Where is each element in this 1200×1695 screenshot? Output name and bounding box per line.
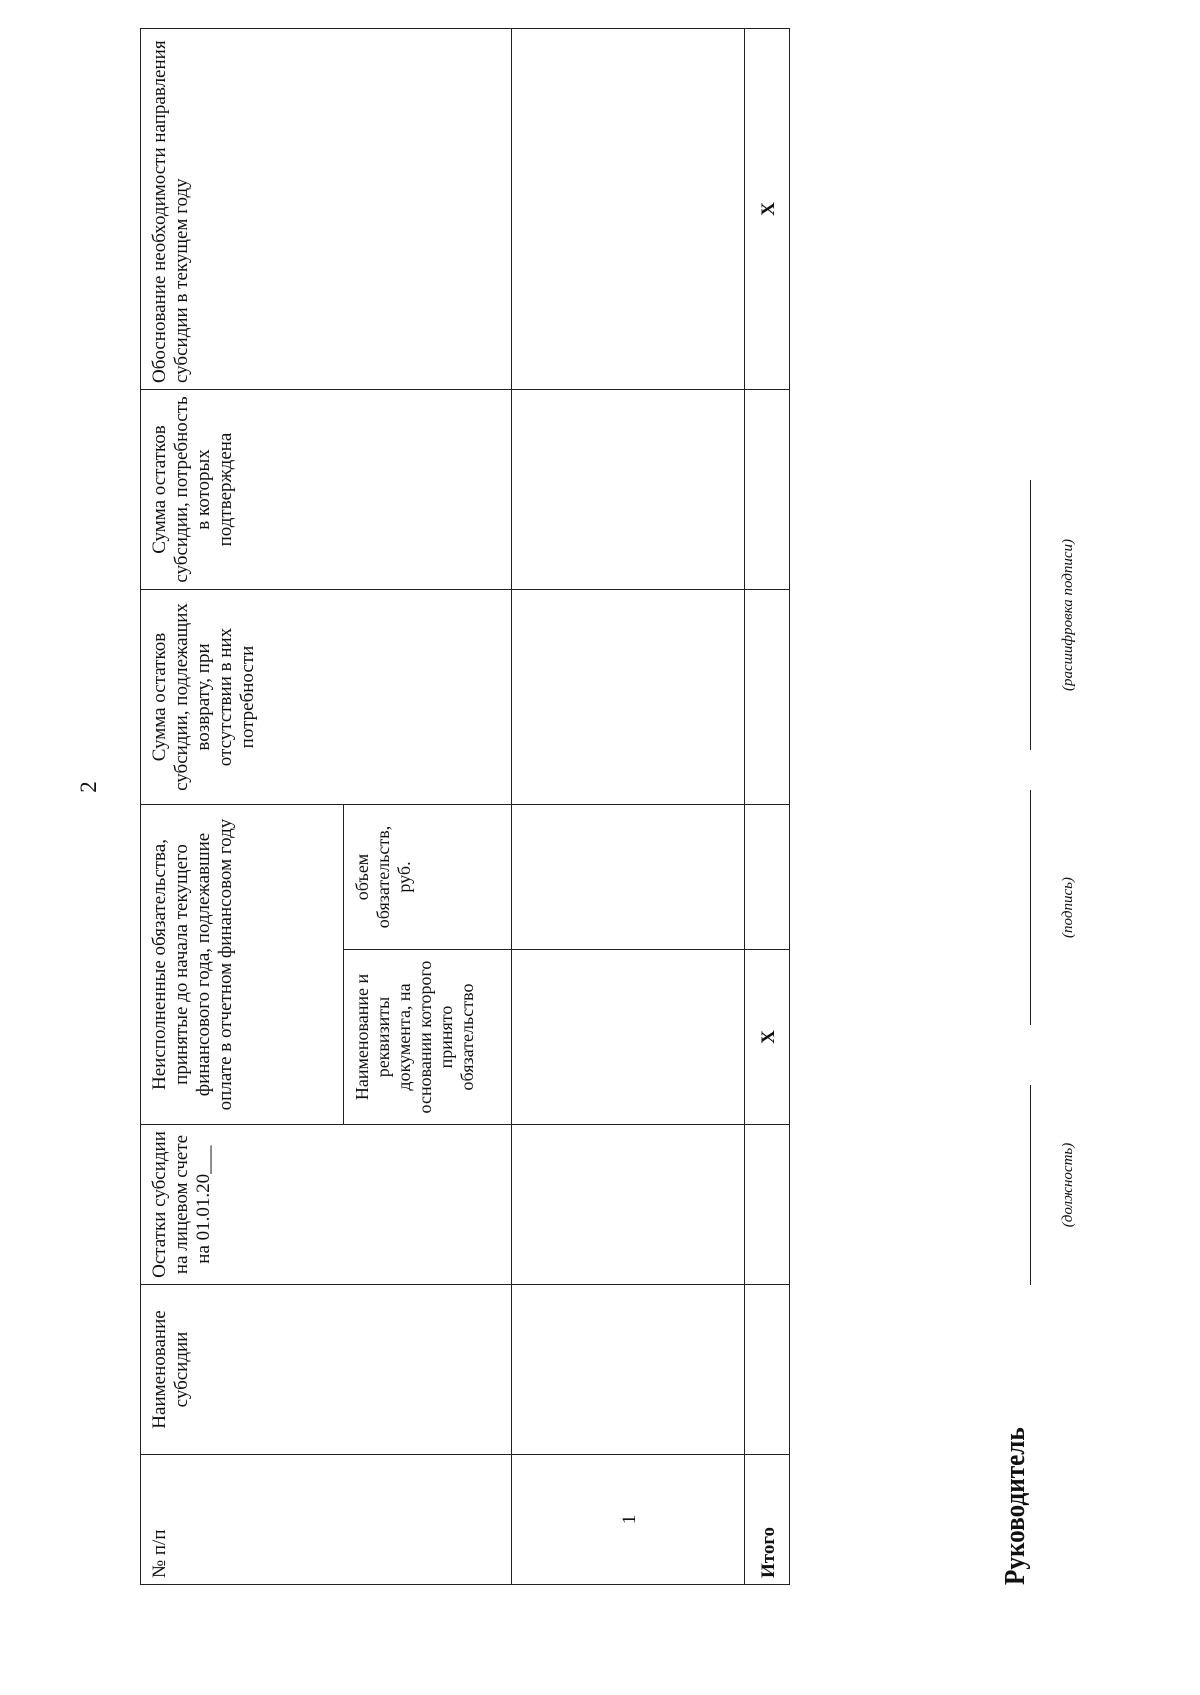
cell-balance [512, 1125, 745, 1285]
position-line [1030, 1085, 1031, 1285]
cell-amount [512, 805, 745, 950]
signature-title: Руководитель [1000, 1427, 1031, 1585]
cell-justification [512, 29, 745, 390]
page-number: 2 [76, 781, 101, 793]
header-return: Сумма остатков субсидии, подлежащих возврату, при отсутствии в них потребности [141, 590, 512, 805]
subsidy-table [140, 28, 790, 1585]
header-num: № п/п [141, 1455, 512, 1585]
cell-name [512, 1285, 745, 1455]
header-justification: Обоснование необходимости направления субсидии в текущем году [141, 29, 512, 390]
total-balance [745, 1125, 790, 1285]
signature-block [1000, 29, 1140, 1585]
decoding-line [1030, 480, 1031, 750]
total-row [745, 29, 790, 1585]
header-obligations: Неисполненные обязательства, принятые до начала текущего финансового года, подлежавшие оплате в отчетном финансовом году [141, 805, 344, 1125]
total-return [745, 590, 790, 805]
cell-doc [512, 950, 745, 1125]
header-obligations-doc: Наименование и реквизиты документа, на основании которого принято обязательство [344, 950, 512, 1125]
cell-return [512, 590, 745, 805]
total-justification: X [745, 29, 790, 390]
header-name: Наименование субсидии [141, 1285, 512, 1455]
header-balance: Остатки субсидии на лицевом счете на 01.01.20___ [141, 1125, 512, 1285]
position-caption: (должность) [1060, 1142, 1076, 1228]
cell-num: 1 [512, 1455, 745, 1585]
cell-confirmed [512, 390, 745, 590]
total-amount [745, 805, 790, 950]
header-row [141, 29, 344, 1585]
total-confirmed [745, 390, 790, 590]
signature-line [1030, 790, 1031, 1025]
header-confirmed: Сумма остатков субсидии, потребность в которых подтверждена [141, 390, 512, 590]
total-name [745, 1285, 790, 1455]
header-obligations-amount: объем обязательств, руб. [344, 805, 512, 950]
signature-caption: (подпись) [1060, 877, 1076, 938]
decoding-caption: (расшифровка подписи) [1060, 538, 1076, 692]
total-doc: X [745, 950, 790, 1125]
total-label: Итого [745, 1455, 790, 1585]
table-row [512, 29, 745, 1585]
